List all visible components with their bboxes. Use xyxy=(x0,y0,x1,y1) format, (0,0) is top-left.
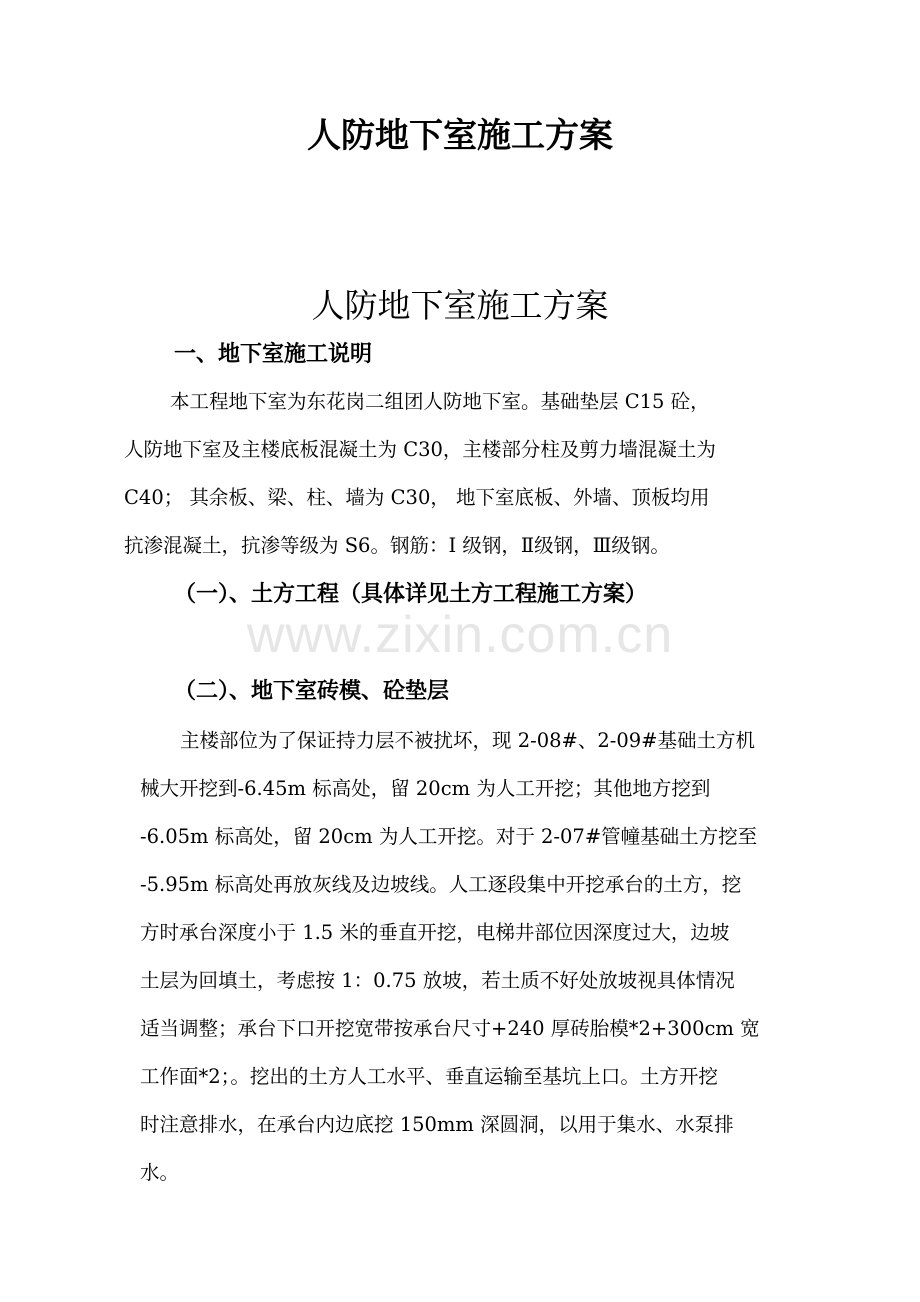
paragraph-line: 抗渗混凝土，抗渗等级为 S6。钢筋：I 级钢，Ⅱ级钢，Ⅲ级钢。 xyxy=(124,534,670,557)
paragraph-line: 工作面*2；。挖出的土方人工水平、垂直运输至基坑上口。土方开挖 xyxy=(140,1065,718,1088)
paragraph-line: 土层为回填土，考虑按 1：0.75 放坡，若土质不好处放坡视具体情况 xyxy=(140,969,735,992)
paragraph-line: 主楼部位为了保证持力层不被扰坏，现 2-08#、2-09#基础土方机 xyxy=(180,729,755,752)
paragraph-line: 时注意排水，在承台内边底挖 150mm 深圆洞，以用于集水、水泵排 xyxy=(140,1113,734,1136)
document-title: 人防地下室施工方案 xyxy=(307,116,613,156)
watermark: www.zixin.com.cn xyxy=(246,606,674,664)
paragraph-line: 人防地下室及主楼底板混凝土为 C30，主楼部分柱及剪力墙混凝土为 xyxy=(124,438,716,461)
paragraph-line: 方时承台深度小于 1.5 米的垂直开挖，电梯井部位因深度过大，边坡 xyxy=(140,921,730,944)
paragraph-line: 械大开挖到-6.45m 标高处，留 20cm 为人工开挖；其他地方挖到 xyxy=(140,777,711,800)
document-subtitle: 人防地下室施工方案 xyxy=(311,286,609,325)
paragraph-line: 适当调整；承台下口开挖宽带按承台尺寸+240 厚砖胎模*2+300cm 宽 xyxy=(140,1017,760,1040)
paragraph-line: 本工程地下室为东花岗二组团人防地下室。基础垫层 C15 砼， xyxy=(170,390,710,413)
subsection-heading-earthwork: （一）、土方工程（具体详见土方工程施工方案） xyxy=(174,581,648,607)
section-heading-construction-notes: 一、地下室施工说明 xyxy=(174,341,373,367)
paragraph-line: -6.05m 标高处，留 20cm 为人工开挖。对于 2-07#管幢基础土方挖至 xyxy=(140,825,758,848)
paragraph-line: -5.95m 标高处再放灰线及边坡线。人工逐段集中开挖承台的土方，挖 xyxy=(140,873,742,896)
subsection-heading-brick-formwork: （二）、地下室砖模、砼垫层 xyxy=(174,678,450,704)
paragraph-line: 水。 xyxy=(140,1161,180,1184)
paragraph-line: C40； 其余板、梁、柱、墙为 C30， 地下室底板、外墙、顶板均用 xyxy=(124,486,710,509)
